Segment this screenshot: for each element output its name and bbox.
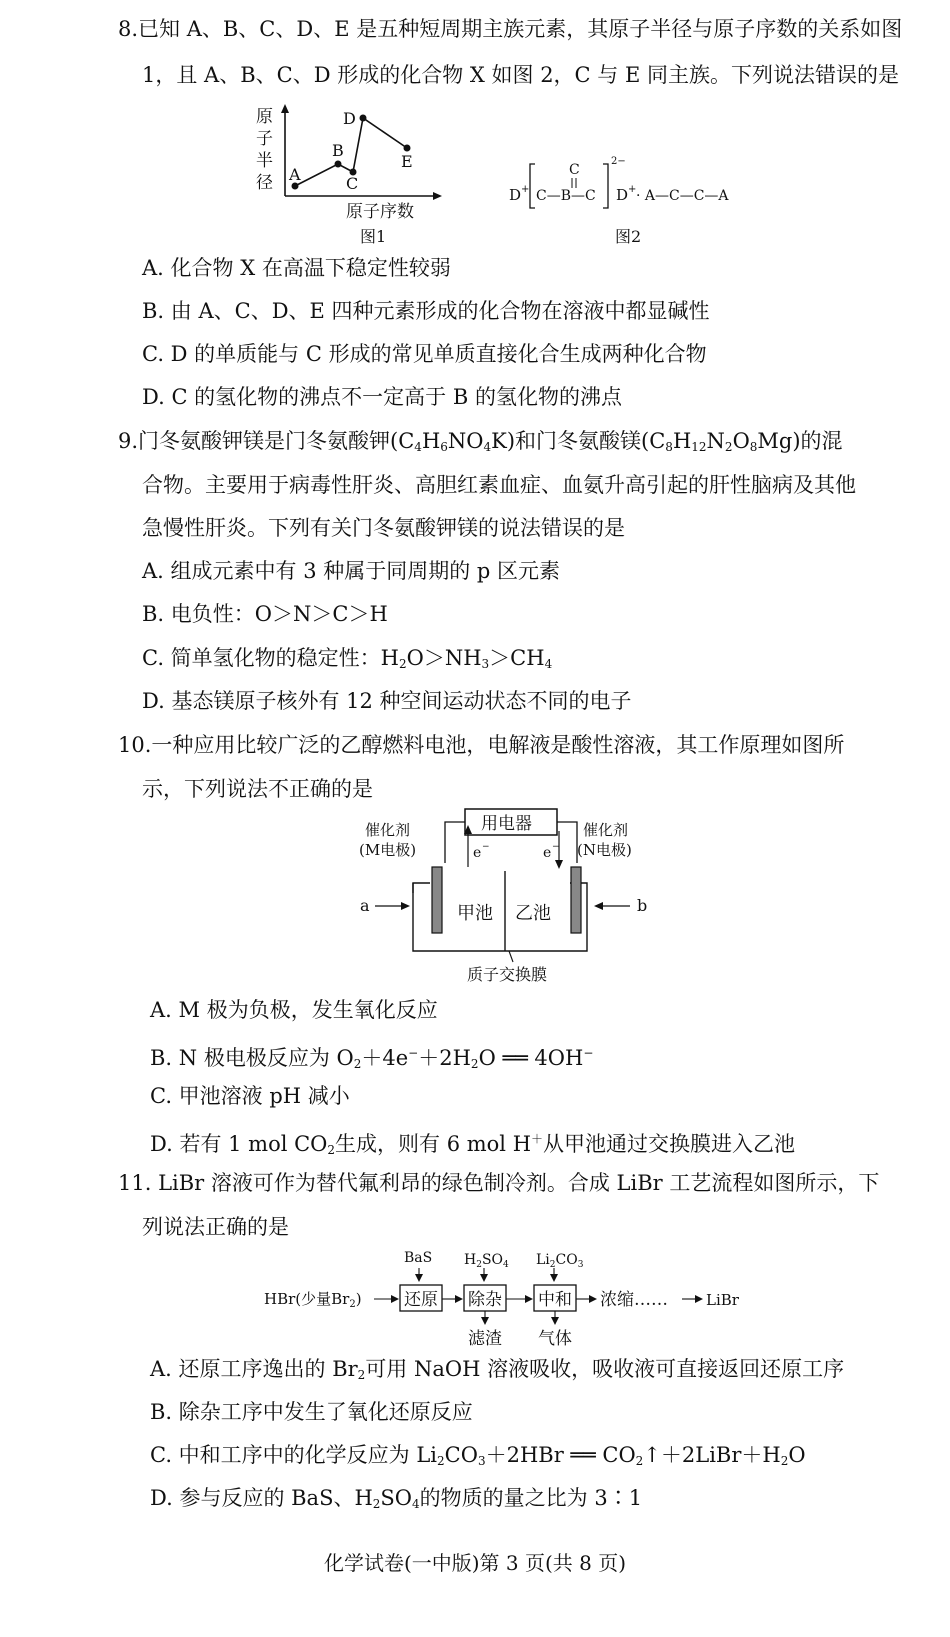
m-electrode [432, 867, 442, 933]
right-electrode-label: 催化剂 [583, 821, 629, 839]
fig2-right-bracket [603, 164, 608, 208]
fig1-ylabel-char: 子 [256, 129, 273, 149]
fig1-x-label: 原子序数 [346, 202, 414, 222]
fig2-caption: 图2 [615, 227, 642, 246]
left-electrode-label: 催化剂 [365, 821, 411, 839]
fig1-point-e [404, 145, 411, 152]
inlet-b-arrow [594, 902, 603, 910]
q10-stem-line1: 10.一种应用比较广泛的乙醇燃料电池，电解液是酸性溶液，其工作原理如图所 [118, 733, 845, 757]
step-neutralize: 中和 [538, 1290, 572, 1310]
q11-option-d: D. 参与反应的 BaS、$H_2SO_4$的物质的量之比为 3∶1 [150, 1486, 643, 1511]
fig2-cation-left: D [509, 186, 522, 204]
q9-stem-line2: 合物。主要用于病毒性肝炎、高胆红素血症、血氨升高引起的肝性脑病及其他 [142, 473, 856, 497]
flow-product: LiBr [706, 1291, 739, 1309]
q8-option-b: B. 由 A、C、D、E 四种元素形成的化合物在溶液中都显碱性 [142, 299, 710, 323]
q10-option-c: C. 甲池溶液 pH 减小 [150, 1084, 350, 1108]
q8-option-a: A. 化合物 X 在高温下稳定性较弱 [142, 256, 451, 280]
electron-right-charge: − [552, 842, 560, 852]
fig1-x-arrow [433, 192, 442, 200]
step-purify: 除杂 [468, 1290, 502, 1310]
fig2-crystal-water: · A—C—C—A [636, 188, 729, 204]
fig2-left-bracket [530, 164, 535, 208]
fig2-cation-left-charge: + [521, 184, 530, 195]
fig1-label-d: D [343, 109, 356, 128]
q8-option-c: C. D 的单质能与 C 形成的常见单质直接化合生成两种化合物 [142, 342, 707, 366]
q9-option-c: C. 简单氢化物的稳定性：$H_2O>NH_3>CH_4$ [142, 646, 553, 671]
q11-option-a: A. 还原工序逸出的 $Br_2$可用 NaOH 溶液吸收，吸收液可直接返回还原工序 [150, 1357, 845, 1382]
fig1-label-a: A [289, 165, 301, 184]
fig2-anion-body: C—B—C [536, 188, 596, 204]
q10-option-b: B. N 极电极反应为 $O_2+4e^-+2H_2O$ ══ 4OH− [150, 1046, 594, 1071]
page-footer: 化学试卷(一中版)第 3 页(共 8 页) [323, 1551, 627, 1575]
membrane-label: 质子交换膜 [467, 965, 548, 984]
q9-stem-line3: 急慢性肝炎。下列有关门冬氨酸钾镁的说法错误的是 [142, 516, 625, 540]
inlet-a-arrow [401, 902, 410, 910]
fig2-cation-right-charge: + [628, 184, 637, 195]
fig1-label-e: E [401, 152, 413, 171]
reagent-h2so4: $H_2SO_4$ [464, 1252, 509, 1270]
q10-stem-line2: 示，下列说法不正确的是 [142, 777, 373, 801]
q10-option-a: A. M 极为负极，发生氧化反应 [150, 998, 438, 1022]
fig1-ylabel-char: 半 [256, 151, 273, 171]
q9-option-b: B. 电负性：O＞N＞C＞H [142, 602, 388, 626]
right-electrode-label-2: (N电极) [577, 841, 632, 859]
q11-stem-line1: 11. LiBr 溶液可作为替代氟利昂的绿色制冷剂。合成 LiBr 工艺流程如图所示，下 [118, 1171, 880, 1195]
inlet-b: b [637, 896, 648, 915]
reagent-li2co3: $Li_2CO_3$ [536, 1252, 584, 1270]
flow-start: HBr(少量$Br_2$) [264, 1290, 362, 1310]
q8-stem-line2: 1，且 A、B、C、D 形成的化合物 X 如图 2，C 与 E 同主族。下列说法错误的是 [142, 63, 899, 87]
output-residue: 滤渣 [468, 1329, 502, 1349]
fig1-label-c: C [346, 174, 359, 193]
q8-figure2 [505, 150, 765, 250]
inlet-a: a [360, 896, 370, 915]
flow-concentrate: 浓缩…… [600, 1290, 668, 1310]
q11-option-c: C. 中和工序中的化学反应为 $Li_2CO_3+2HBr$ ══ $CO_2↑+2LiBr+H_2O$ [150, 1443, 806, 1468]
electron-left: e [473, 845, 482, 861]
pool-left-label: 甲池 [457, 903, 493, 924]
q11-option-b: B. 除杂工序中发生了氧化还原反应 [150, 1400, 473, 1424]
device-label: 用电器 [481, 814, 532, 834]
fig1-y-label [256, 107, 273, 193]
fig2-top-atom: C [569, 162, 580, 178]
q9-stem-line1: 9.门冬氨酸钾镁是门冬氨酸钾$(C_4H_6NO_4K)$和门冬氨酸镁$(C_8H_{12}N_2O_8Mg)$的混 [118, 429, 843, 454]
fig1-ylabel-char: 径 [256, 173, 273, 193]
electron-left-charge: − [482, 842, 490, 852]
q10-fuel-cell-diagram [345, 805, 675, 990]
reagent-bas: BaS [404, 1250, 433, 1266]
q8-option-d: D. C 的氢化物的沸点不一定高于 B 的氢化物的沸点 [142, 385, 622, 409]
pool-right-label: 乙池 [515, 903, 551, 924]
fig2-cation-right: D [616, 186, 629, 204]
n-electrode [571, 867, 581, 933]
step-reduction: 还原 [404, 1290, 438, 1310]
q8-stem-line1: 8.已知 A、B、C、D、E 是五种短周期主族元素，其原子半径与原子序数的关系如图 [118, 17, 903, 41]
q9-option-d: D. 基态镁原子核外有 12 种空间运动状态不同的电子 [142, 689, 632, 713]
q11-process-flow [260, 1245, 780, 1350]
q11-stem-line2: 列说法正确的是 [142, 1215, 289, 1239]
q10-option-d: D. 若有 1 mol $CO_2$生成，则有 6 mol H＋从甲池通过交换膜进入乙池 [150, 1132, 796, 1157]
left-wire [445, 822, 465, 863]
left-electrode-label-2: (M电极) [359, 841, 417, 859]
fig1-ylabel-char: 原 [256, 107, 273, 127]
output-gas: 气体 [538, 1329, 572, 1349]
fig1-point-b [335, 161, 342, 168]
right-wire [557, 822, 577, 863]
electron-right: e [543, 845, 552, 861]
q9-option-a: A. 组成元素中有 3 种属于同周期的 p 区元素 [142, 559, 561, 583]
electron-down-arrow [555, 860, 563, 869]
fig2-anion-charge: 2− [611, 156, 626, 167]
fig1-y-arrow [281, 104, 289, 113]
q8-figure1 [250, 100, 450, 250]
fig1-point-d [360, 115, 367, 122]
fig1-caption: 图1 [360, 227, 387, 246]
fig1-label-b: B [332, 141, 344, 160]
